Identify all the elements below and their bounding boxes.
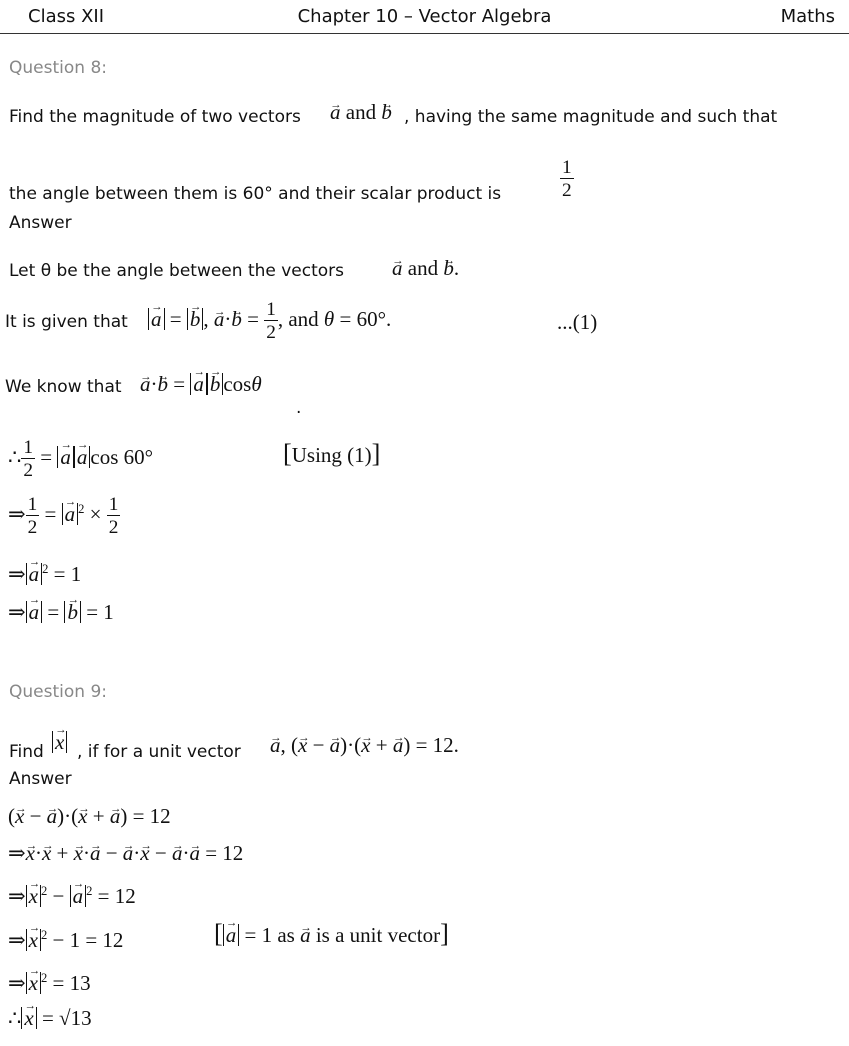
q9-answer-label: Answer — [9, 769, 72, 789]
q8-step-1: ∴ $\frac{1}{2}$ = → a→ a cos 60° — [8, 438, 153, 481]
q8-given-text: It is given that — [5, 312, 128, 332]
question-9-label: Question 9: — [9, 682, 107, 702]
page-header — [0, 0, 849, 34]
q9-step-6: ∴→ x = √13 — [8, 1006, 92, 1030]
q8-text-line1a: Find the magnitude of two vectors — [9, 107, 301, 127]
q8-dot-product-formula: → a·→ b = → a→ b cosθ — [140, 372, 262, 396]
q9-find-text: Find — [9, 742, 44, 762]
q8-period: . — [296, 398, 302, 418]
q9-step-1: (→ x − → a)·(→ x + → a) = 12 — [8, 804, 171, 828]
q8-know-text: We know that — [5, 377, 122, 397]
q8-given-equation: → a = → b , → a·→ b = $\frac{1}{2}$ , and θ = 60°. — [148, 300, 391, 343]
q8-half-fraction: $\frac{1}{2}$ — [562, 157, 572, 202]
header-subject: Maths — [780, 6, 835, 27]
q9-step-5: ⇒→ x $^2$ = 13 — [8, 966, 91, 995]
q8-text-line2: the angle between them is 60° and their scalar product is — [9, 184, 502, 204]
q8-vectors-ab-period: → a and → b. — [392, 256, 459, 280]
q9-condition-equation: → a, (→ x − → a)·(→ x + → a) = 12. — [270, 733, 459, 757]
q8-step-4: ⇒→ a = → b = 1 — [8, 600, 114, 624]
q8-equation-ref: ...(1) — [557, 310, 598, 334]
q9-note-text: = 1 as — [244, 923, 295, 947]
q9-unit-vector-note: [→ a = 1 as → a is a unit vector] — [214, 922, 449, 947]
q9-note-text-b: is a unit vector — [315, 923, 441, 947]
q8-let-theta: Let θ be the angle between the vectors — [9, 261, 345, 281]
question-8-label: Question 8: — [9, 58, 107, 78]
q9-abs-x: → x — [52, 730, 67, 754]
header-class: Class XII — [28, 6, 105, 27]
header-chapter: Chapter 10 – Vector Algebra — [297, 6, 552, 27]
q8-using-text: Using (1) — [291, 443, 372, 467]
q8-step-2: ⇒ $\frac{1}{2}$ = → a $^2$ × $\frac{1}{2}$ — [8, 495, 120, 538]
q9-step-4: ⇒→ x $^2$ − 1 = 12 — [8, 923, 123, 952]
q8-using-note: [Using (1)] — [283, 439, 381, 468]
q9-step-3: ⇒→ x $^2$ − → a $^2$ = 12 — [8, 879, 136, 908]
q8-step-3: ⇒→ a $^2$ = 1 — [8, 557, 81, 586]
q8-answer-label: Answer — [9, 213, 72, 233]
q8-text-line1b: , having the same magnitude and such that — [404, 107, 778, 127]
q8-vectors-a-and-b: → a and → b — [330, 100, 392, 124]
q9-condition-text: , if for a unit vector — [77, 742, 241, 762]
q9-step-2: ⇒→ x·→ x + → x·→ a − → a·→ x − → a·→ a = 12 — [8, 841, 243, 865]
